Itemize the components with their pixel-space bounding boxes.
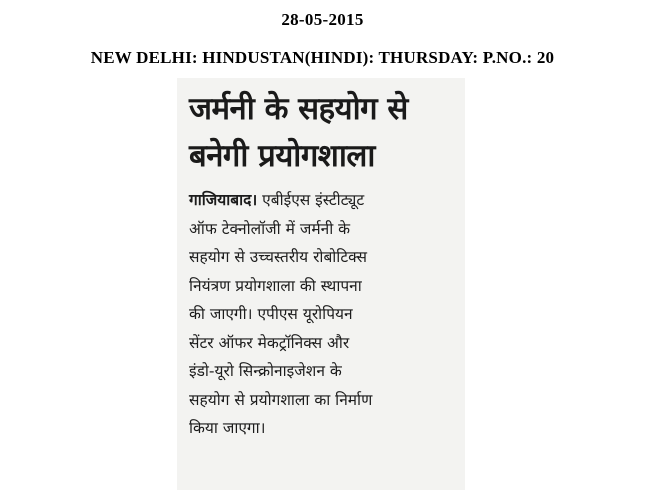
body-line-9: किया जाएगा।: [189, 419, 266, 437]
body-line-2: ऑफ टेक्नोलॉजी में जर्मनी के: [189, 219, 351, 238]
body-line-7: इंडो-यूरो सिन्क्रोनाइजेशन के: [189, 362, 342, 380]
headline-line-2: बनेगी प्रयोगशाला: [189, 138, 375, 174]
article-body: [189, 186, 455, 443]
dateline-separator: ।: [251, 191, 258, 209]
body-line-4: नियंत्रण प्रयोगशाला की स्थापना: [189, 276, 362, 295]
body-line-1: [189, 186, 455, 215]
body-line-1-text: एबीईएस इंस्टीट्यूट: [257, 191, 365, 209]
news-clipping: [177, 78, 465, 490]
article-dateline: गाजियाबाद: [189, 191, 252, 209]
body-line-6: सेंटर ऑफर मेकट्रॉनिक्स और: [189, 333, 350, 352]
clipping-date: 28-05-2015: [281, 10, 364, 29]
headline-line-1: जर्मनी के सहयोग से: [189, 91, 408, 127]
body-line-8: सहयोग से प्रयोगशाला का निर्माण: [189, 390, 373, 409]
article-headline: [189, 86, 455, 180]
body-line-3: सहयोग से उच्चस्तरीय रोबोटिक्स: [189, 248, 367, 266]
body-line-5: की जाएगी। एपीएस यूरोपियन: [189, 305, 353, 323]
clipping-source: NEW DELHI: HINDUSTAN(HINDI): THURSDAY: P.NO.: 20: [90, 48, 555, 67]
